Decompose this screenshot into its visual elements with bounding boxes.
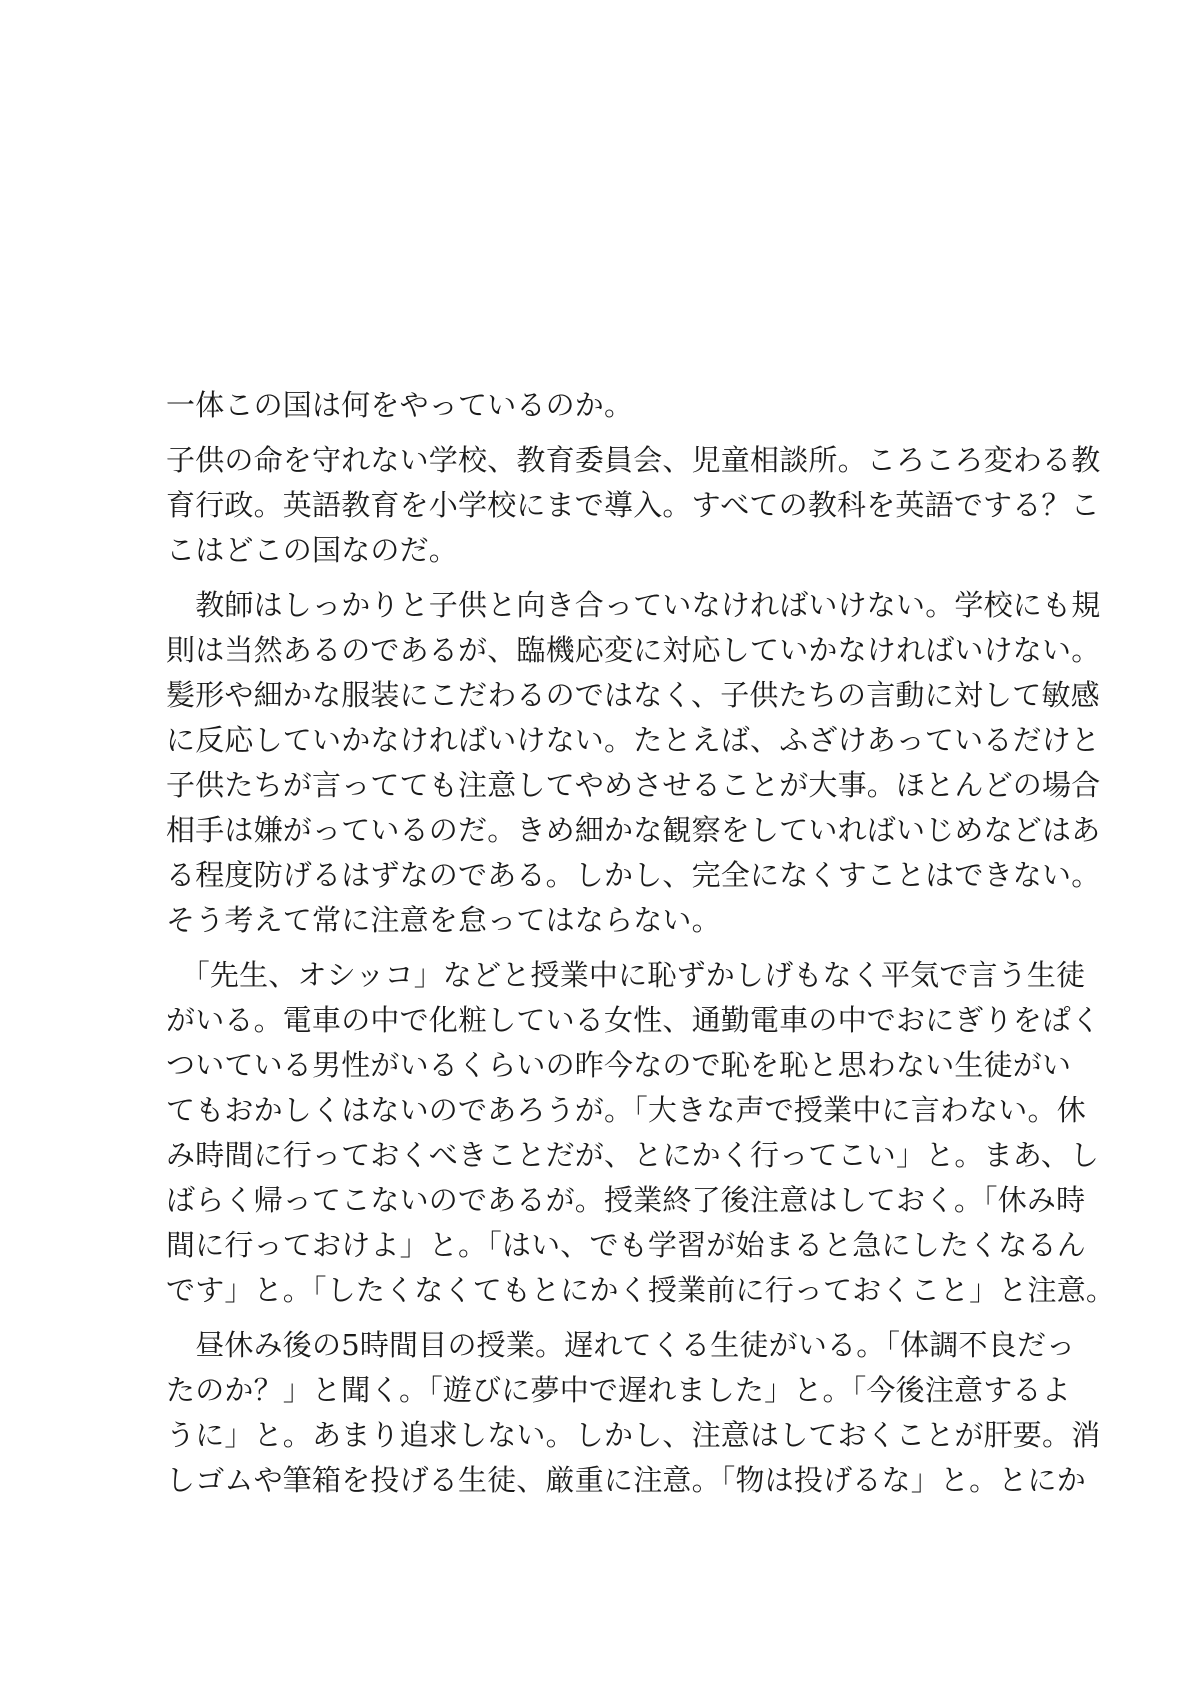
text-line: 間に行っておけよ」と。「はい、でも学習が始まると急にしたくなるん — [166, 1228, 1086, 1262]
paragraph-4 — [166, 953, 1116, 1313]
paragraph-2 — [166, 438, 1101, 573]
paragraph-5 — [166, 1323, 1101, 1503]
text-line: がいる。電車の中で化粧している女性、通勤電車の中でおにぎりをぱく — [166, 1003, 1101, 1037]
text-line: 教師はしっかりと子供と向き合っていなければいけない。学校にも規 — [166, 588, 1101, 622]
text-line: です」と。「したくなくてもとにかく授業前に行っておくこと」と注意。 — [166, 1273, 1116, 1307]
text-line: に反応していかなければいけない。たとえば、ふざけあっているだけと — [166, 723, 1101, 757]
text-line: み時間に行っておくべきことだが、とにかく行ってこい」と。まあ、し — [166, 1138, 1100, 1172]
paragraph-3 — [166, 583, 1101, 943]
body-text — [166, 383, 1116, 1513]
text-line: うに」と。あまり追求しない。しかし、注意はしておくことが肝要。消 — [166, 1418, 1101, 1452]
text-line: 髪形や細かな服装にこだわるのではなく、子供たちの言動に対して敏感 — [166, 678, 1100, 712]
text-line: てもおかしくはないのであろうが。「大きな声で授業中に言わない。休 — [166, 1093, 1086, 1127]
text-line: たのか？」と聞く。「遊びに夢中で遅れました」と。「今後注意するよ — [166, 1373, 1071, 1407]
text-line: 則は当然あるのであるが、臨機応変に対応していかなければいけない。 — [166, 633, 1101, 667]
text-line: 育行政。英語教育を小学校にまで導入。すべての教科を英語でする？こ — [166, 488, 1100, 522]
text-line: 一体この国は何をやっているのか。 — [166, 388, 634, 422]
text-line: 昼休み後の5時間目の授業。遅れてくる生徒がいる。「体調不良だっ — [166, 1328, 1076, 1362]
text-line: しゴムや筆箱を投げる生徒、厳重に注意。「物は投げるな」と。とにか — [166, 1463, 1086, 1497]
text-line: 子供たちが言ってても注意してやめさせることが大事。ほとんどの場合 — [166, 768, 1101, 802]
text-line: 相手は嫌がっているのだ。きめ細かな観察をしていればいじめなどはあ — [166, 813, 1101, 847]
text-line: 子供の命を守れない学校、教育委員会、児童相談所。ころころ変わる教 — [166, 443, 1101, 477]
text-line: そう考えて常に注意を怠ってはならない。 — [166, 903, 721, 937]
text-line: る程度防げるはずなのである。しかし、完全になくすことはできない。 — [166, 858, 1101, 892]
text-line: こはどこの国なのだ。 — [166, 533, 459, 567]
text-line: 「先生、オシッコ」などと授業中に恥ずかしげもなく平気で言う生徒 — [166, 958, 1086, 992]
paragraph-1 — [166, 383, 1046, 428]
text-line: ついている男性がいるくらいの昨今なので恥を恥と思わない生徒がい — [166, 1048, 1072, 1082]
text-line: ばらく帰ってこないのであるが。授業終了後注意はしておく。「休み時 — [166, 1183, 1086, 1217]
